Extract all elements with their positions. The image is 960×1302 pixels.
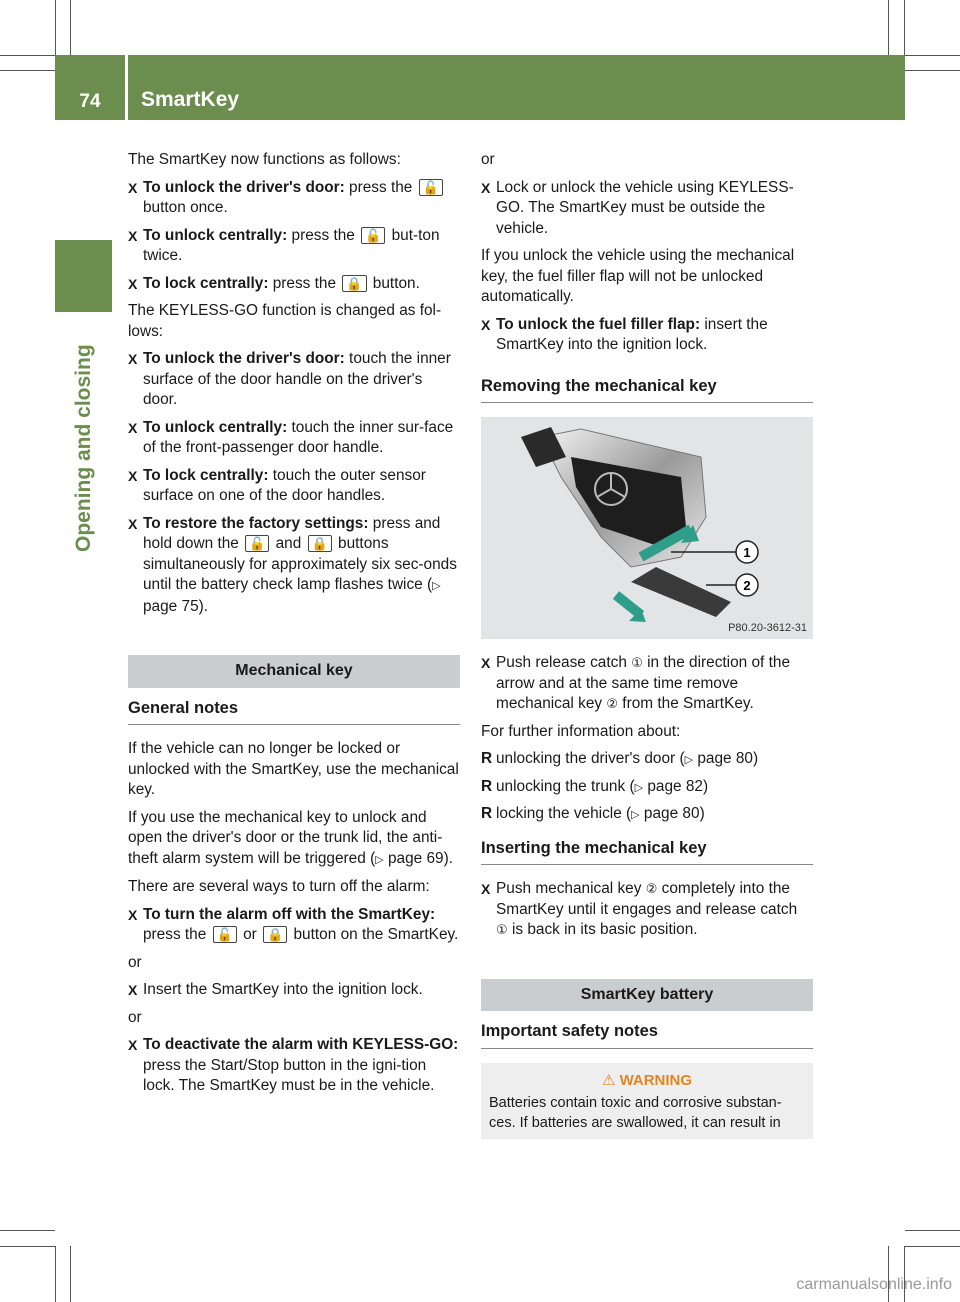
callout-2-icon: ② <box>606 696 619 711</box>
step-item: X To unlock centrally: touch the inner sur-face of the front-passenger door handle. <box>128 418 454 456</box>
paragraph: There are several ways to turn off the alarm: <box>128 878 430 895</box>
figure-code: P80.20-3612-31 <box>728 622 807 634</box>
subheading-general: General notes <box>128 698 460 726</box>
bullet-icon: R <box>481 777 493 795</box>
ref-arrow-icon: ▷ <box>634 781 644 794</box>
ref-arrow-icon: ▷ <box>684 754 694 766</box>
step-item: X Push release catch ① in the direction of the arrow and at the same time remove mechanical key ② from the SmartKey. <box>481 653 813 715</box>
step-item: X To lock centrally: touch the outer sensor surface on one of the door handles. <box>128 466 426 504</box>
step-marker-icon: X <box>128 515 138 532</box>
ref-arrow-icon: ▷ <box>432 580 441 592</box>
page-ref-link[interactable]: page 80 <box>643 805 700 822</box>
section-heading-battery: SmartKey battery <box>481 979 813 1012</box>
step-item: X To restore the factory settings: press and hold down the 🔓 and 🔒 buttons simultaneously for approximately six sec-onds until the battery check lamp flashes twice (▷ page 75). <box>128 514 457 615</box>
page-ref-link[interactable]: page 80 <box>697 750 753 767</box>
page-ref-link[interactable]: page 69 <box>387 849 444 867</box>
crop-mark <box>0 70 55 71</box>
unlock-icon: 🔓 <box>361 227 385 244</box>
step-item: X Insert the SmartKey into the ignition lock. <box>128 980 460 1001</box>
paragraph: If you use the mechanical key to unlock and open the driver's door or the trunk lid, the anti-theft alarm system will be triggered (▷ page 69). <box>128 808 453 867</box>
column-right <box>481 150 813 1139</box>
side-tab <box>55 240 112 312</box>
warning-text: Batteries contain toxic and corrosive substan-ces. If batteries are swallowed, it can result in <box>489 1095 782 1131</box>
subheading-removing: Removing the mechanical key <box>481 376 813 404</box>
page-ref-link[interactable]: page 75 <box>143 597 199 615</box>
unlock-icon: 🔓 <box>245 535 269 552</box>
crop-mark <box>0 55 55 56</box>
step-marker-icon: X <box>481 881 491 897</box>
paragraph: For further information about: <box>481 722 681 740</box>
crop-mark <box>905 1230 960 1231</box>
step-marker-icon: X <box>128 179 138 196</box>
crop-mark <box>55 1246 56 1302</box>
warning-box <box>481 1063 813 1140</box>
step-item: X To unlock centrally: press the 🔓 but-ton twice. <box>128 226 440 264</box>
ref-arrow-icon: ▷ <box>631 809 640 821</box>
header-divider <box>125 55 128 120</box>
crop-mark <box>55 0 56 55</box>
unlock-icon: 🔓 <box>213 926 237 943</box>
crop-mark <box>905 1246 960 1247</box>
step-item: X To lock centrally: press the 🔒 button. <box>128 274 460 295</box>
watermark: carmanualsonline.info <box>796 1276 952 1293</box>
section-heading-mechanical: Mechanical key <box>128 655 460 688</box>
step-marker-icon: X <box>128 1037 138 1053</box>
step-item: X To turn the alarm off with the SmartKey: press the 🔓 or 🔒 button on the SmartKey. <box>128 905 459 943</box>
page-header <box>55 55 905 120</box>
crop-mark <box>70 1246 71 1302</box>
step-marker-icon: X <box>481 655 491 671</box>
step-marker-icon: X <box>481 316 491 333</box>
paragraph: If you unlock the vehicle using the mechanical key, the fuel filler flap will not be unlocked automatically. <box>481 247 795 305</box>
warning-icon: ⚠ <box>601 1071 616 1089</box>
lock-icon: 🔒 <box>308 535 332 552</box>
callout-1: 1 <box>743 545 751 560</box>
crop-mark <box>888 0 889 55</box>
ref-arrow-icon: ▷ <box>375 853 384 866</box>
or-text: or <box>481 151 495 168</box>
unlock-icon: 🔓 <box>419 179 443 196</box>
step-marker-icon: X <box>128 982 138 998</box>
crop-mark <box>905 70 960 71</box>
step-item: X To unlock the driver's door: press the 🔓 button once. <box>128 178 460 219</box>
paragraph: If the vehicle can no longer be locked or unlocked with the SmartKey, use the mechanical key. <box>128 740 459 798</box>
subheading-safety: Important safety notes <box>481 1021 813 1049</box>
step-marker-icon: X <box>481 179 491 196</box>
step-item: X To unlock the driver's door: touch the inner surface of the door handle on the driver's door. <box>128 350 451 408</box>
step-marker-icon: X <box>128 467 138 484</box>
crop-mark <box>0 1230 55 1231</box>
callout-1-icon: ① <box>496 922 508 937</box>
callout-2: 2 <box>743 578 751 593</box>
page-number: 74 <box>79 91 101 112</box>
list-item: R unlocking the driver's door (▷ page 80) <box>481 749 813 771</box>
step-item: X To deactivate the alarm with KEYLESS-GO: press the Start/Stop button in the igni-tion lock. The SmartKey must be in the vehicle. <box>128 1036 459 1094</box>
lock-icon: 🔒 <box>342 275 366 292</box>
step-item: X Lock or unlock the vehicle using KEYLESS-GO. The SmartKey must be outside the vehicle. <box>481 178 794 237</box>
step-marker-icon: X <box>128 906 138 923</box>
warning-heading: ⚠ WARNING <box>601 1071 693 1089</box>
page-title: SmartKey <box>141 88 240 111</box>
crop-mark <box>70 0 71 55</box>
bullet-icon: R <box>481 805 493 822</box>
step-marker-icon: X <box>128 419 138 436</box>
step-marker-icon: X <box>128 351 138 367</box>
step-item: X Push mechanical key ② completely into the SmartKey until it engages and release catch ① is back in its basic position. <box>481 879 813 941</box>
step-marker-icon: X <box>128 227 138 244</box>
crop-mark <box>905 55 960 56</box>
step-item: X To unlock the fuel filler flap: insert the SmartKey into the ignition lock. <box>481 315 768 353</box>
list-item: R locking the vehicle (▷ page 80) <box>481 804 813 826</box>
page-ref-link[interactable]: page 82 <box>647 777 703 795</box>
crop-mark <box>904 0 905 55</box>
column-left <box>128 150 460 1104</box>
or-text: or <box>128 953 142 971</box>
or-text: or <box>128 1008 142 1026</box>
keyless-intro: The KEYLESS-GO function is changed as fol-lows: <box>128 302 442 340</box>
side-label: Opening and closing <box>72 344 95 552</box>
callout-2-icon: ② <box>645 881 658 896</box>
list-item: R unlocking the trunk (▷ page 82) <box>481 777 813 799</box>
crop-mark <box>0 1246 55 1247</box>
callout-1-icon: ① <box>631 655 643 670</box>
lock-icon: 🔒 <box>263 926 287 943</box>
smartkey-figure <box>481 417 813 639</box>
intro-text: The SmartKey now functions as follows: <box>128 151 401 168</box>
subheading-inserting: Inserting the mechanical key <box>481 838 813 866</box>
step-marker-icon: X <box>128 275 138 292</box>
bullet-icon: R <box>481 750 493 767</box>
smartkey-illustration <box>481 417 813 639</box>
